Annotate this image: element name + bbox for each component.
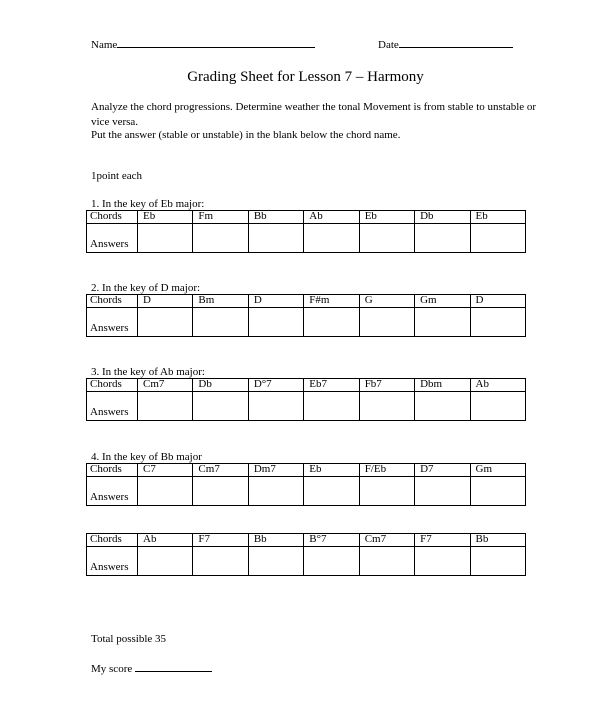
answer-cell[interactable] (248, 392, 303, 421)
section-heading: 2. In the key of D major: (91, 282, 201, 294)
chord-cell: D (470, 295, 525, 308)
answer-cell[interactable] (248, 224, 303, 253)
answer-cell[interactable] (248, 308, 303, 337)
answer-cell[interactable] (304, 547, 359, 576)
score-field[interactable] (91, 662, 212, 675)
chords-row-label: Chords (87, 534, 138, 547)
answer-cell[interactable] (138, 308, 193, 337)
answer-cell[interactable] (138, 224, 193, 253)
chord-cell: Fm (193, 211, 248, 224)
answer-cell[interactable] (304, 224, 359, 253)
answers-row (87, 477, 526, 506)
answers-row (87, 308, 526, 337)
date-blank[interactable] (399, 38, 513, 48)
answer-cell[interactable] (248, 547, 303, 576)
answers-row-label: Answers (87, 477, 138, 506)
chords-row (87, 295, 526, 308)
answer-cell[interactable] (304, 392, 359, 421)
answer-cell[interactable] (193, 547, 248, 576)
answers-row-label: Answers (87, 547, 138, 576)
chords-row-label: Chords (87, 295, 138, 308)
answer-cell[interactable] (470, 547, 525, 576)
name-blank[interactable] (117, 38, 315, 48)
chord-cell: Ab (470, 379, 525, 392)
score-blank[interactable] (135, 662, 212, 672)
chord-cell: F/Eb (359, 464, 414, 477)
chords-row (87, 379, 526, 392)
chord-cell: Db (415, 211, 470, 224)
answer-cell[interactable] (304, 477, 359, 506)
answers-row (87, 392, 526, 421)
chord-cell: Cm7 (138, 379, 193, 392)
total-possible: Total possible 35 (91, 633, 167, 645)
chord-cell: Ab (304, 211, 359, 224)
chord-cell: Cm7 (359, 534, 414, 547)
chord-table-3 (86, 378, 526, 421)
answers-row (87, 224, 526, 253)
chord-cell: Bb (470, 534, 525, 547)
chords-row-label: Chords (87, 211, 138, 224)
instructions-line-2: Put the answer (stable or unstable) in the blank below the chord name. (91, 129, 401, 141)
answer-cell[interactable] (359, 308, 414, 337)
chords-row-label: Chords (87, 379, 138, 392)
answer-cell[interactable] (138, 547, 193, 576)
page-title: Grading Sheet for Lesson 7 – Harmony (187, 69, 424, 85)
chord-cell: Bb (248, 534, 303, 547)
instructions-line-1: Analyze the chord progressions. Determine weather the tonal Movement is from stable to unstable or vice versa. (91, 101, 537, 128)
answer-cell[interactable] (359, 477, 414, 506)
chord-cell: Dm7 (248, 464, 303, 477)
answers-row (87, 547, 526, 576)
answer-cell[interactable] (359, 224, 414, 253)
chords-row (87, 211, 526, 224)
section-heading: 1. In the key of Eb major: (91, 198, 205, 210)
name-field[interactable] (91, 38, 315, 51)
answer-cell[interactable] (193, 224, 248, 253)
answer-cell[interactable] (470, 477, 525, 506)
answer-cell[interactable] (470, 308, 525, 337)
chords-row-label: Chords (87, 464, 138, 477)
answer-cell[interactable] (415, 224, 470, 253)
chord-table-1 (86, 210, 526, 253)
section-heading: 4. In the key of Bb major (91, 451, 202, 463)
chords-row (87, 464, 526, 477)
points-note: 1point each (91, 170, 143, 182)
answer-cell[interactable] (193, 308, 248, 337)
date-field[interactable] (378, 38, 513, 51)
chord-cell: D (248, 295, 303, 308)
name-label: Name (91, 39, 118, 51)
chord-cell: F7 (415, 534, 470, 547)
chord-cell: Dbm (415, 379, 470, 392)
answer-cell[interactable] (415, 308, 470, 337)
chord-cell: Bb (248, 211, 303, 224)
answer-cell[interactable] (138, 477, 193, 506)
chord-cell: Ab (138, 534, 193, 547)
answer-cell[interactable] (138, 392, 193, 421)
chords-row (87, 534, 526, 547)
chord-cell: B°7 (304, 534, 359, 547)
answer-cell[interactable] (304, 308, 359, 337)
answer-cell[interactable] (470, 392, 525, 421)
chord-table-4 (86, 463, 526, 506)
chord-cell: C7 (138, 464, 193, 477)
chord-cell: Cm7 (193, 464, 248, 477)
chord-cell: Db (193, 379, 248, 392)
answer-cell[interactable] (193, 392, 248, 421)
answer-cell[interactable] (359, 392, 414, 421)
chord-cell: Gm (415, 295, 470, 308)
chord-cell: D7 (415, 464, 470, 477)
answer-cell[interactable] (415, 477, 470, 506)
chord-cell: Fb7 (359, 379, 414, 392)
chord-cell: F#m (304, 295, 359, 308)
chord-table-5 (86, 533, 526, 576)
chord-cell: G (359, 295, 414, 308)
chord-cell: Eb (359, 211, 414, 224)
score-label: My score (91, 663, 133, 675)
section-heading: 3. In the key of Ab major: (91, 366, 205, 378)
answer-cell[interactable] (193, 477, 248, 506)
answers-row-label: Answers (87, 224, 138, 253)
answer-cell[interactable] (415, 547, 470, 576)
chord-cell: Gm (470, 464, 525, 477)
answer-cell[interactable] (359, 547, 414, 576)
chord-cell: D (138, 295, 193, 308)
answer-cell[interactable] (415, 392, 470, 421)
answers-row-label: Answers (87, 392, 138, 421)
date-label: Date (378, 39, 399, 51)
chord-cell: Eb (304, 464, 359, 477)
chord-cell: Eb7 (304, 379, 359, 392)
chord-cell: F7 (193, 534, 248, 547)
chord-table-2 (86, 294, 526, 337)
answer-cell[interactable] (248, 477, 303, 506)
chord-cell: Eb (138, 211, 193, 224)
answer-cell[interactable] (470, 224, 525, 253)
answers-row-label: Answers (87, 308, 138, 337)
chord-cell: Bm (193, 295, 248, 308)
chord-cell: D°7 (248, 379, 303, 392)
chord-cell: Eb (470, 211, 525, 224)
